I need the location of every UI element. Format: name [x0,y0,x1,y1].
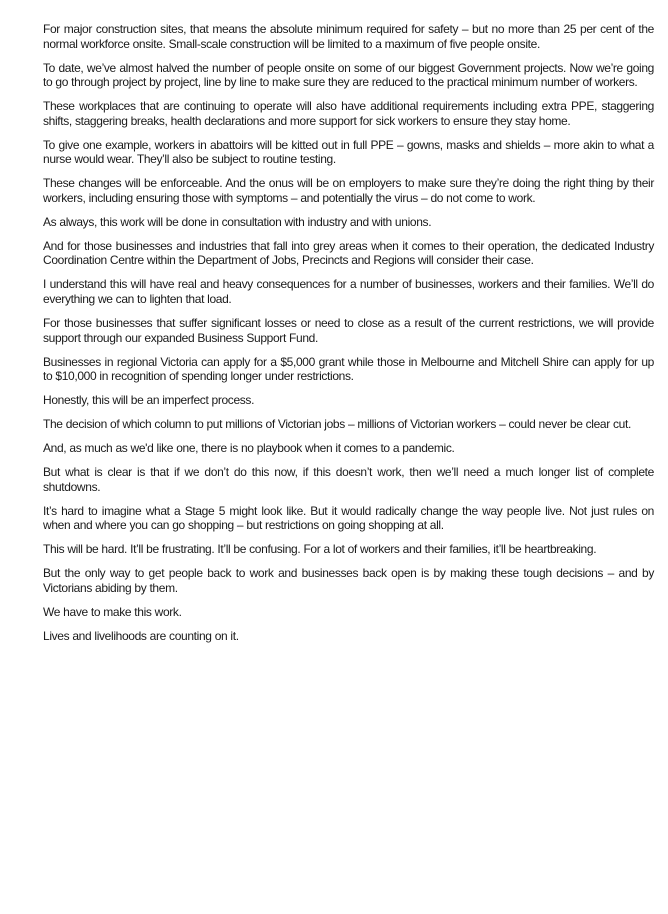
paragraph: This will be hard. It’ll be frustrating. It’ll be confusing. For a lot of workers and their families, it’ll be heartbreaking. [43,542,597,557]
paragraph: The decision of which column to put millions of Victorian jobs – millions of Victorian workers – could never be clear cut. [43,417,631,432]
paragraph: These workplaces that are continuing to operate will also have additional requirements including extra PPE, staggering shifts, staggering breaks, health declarations and more support for sick workers to ensure they stay home. [43,99,654,128]
paragraph: It’s hard to imagine what a Stage 5 might look like. But it would radically change the way people live. Not just rules on when and where you can go shopping – but restrictions on going shopping at all. [43,503,654,533]
paragraph: And for those businesses and industries that fall into grey areas when it comes to their operation, the dedicated Industry Coordination Centre within the Department of Jobs, Precincts and Regions will consider their case. [43,238,654,268]
paragraph: For those businesses that suffer significant losses or need to close as a result of the current restrictions, we will provide support through our expanded Business Support Fund. [43,316,654,345]
paragraph: To date, we’ve almost halved the number of people onsite on some of our biggest Government projects. Now we’re going to go through project by project, line by line to make sure they are reduced to the practical minimum number of workers. [43,60,654,90]
paragraph: And, as much as we'd like one, there is no playbook when it comes to a pandemic. [43,441,455,456]
paragraph: To give one example, workers in abattoirs will be kitted out in full PPE – gowns, masks and shields – more akin to what a nurse would wear. They’ll also be subject to routine testing. [43,137,654,167]
paragraph: Honestly, this will be an imperfect process. [43,393,255,408]
paragraph: Businesses in regional Victoria can apply for a $5,000 grant while those in Melbourne and Mitchell Shire can apply for up to $10,000 in recognition of spending longer under restrictions. [43,354,654,384]
paragraph: But what is clear is that if we don’t do this now, if this doesn’t work, then we’ll need a much longer list of complete shutdowns. [43,465,654,494]
paragraph: Lives and livelihoods are counting on it. [43,628,239,643]
paragraph: As always, this work will be done in consultation with industry and with unions. [43,214,432,229]
paragraph: I understand this will have real and heavy consequences for a number of businesses, workers and their families. We’ll do everything we can to lighten that load. [43,277,654,307]
paragraph: For major construction sites, that means the absolute minimum required for safety – but no more than 25 per cent of the normal workforce onsite. Small-scale construction will be limited to a maximum of five people onsite. [43,22,654,51]
paragraph: But the only way to get people back to work and businesses back open is by making these tough decisions – and by Victorians abiding by them. [43,566,654,595]
paragraph: We have to make this work. [43,604,182,619]
paragraph: These changes will be enforceable. And the onus will be on employers to make sure they’re doing the right thing by their workers, including ensuring those with symptoms – and potentially the virus – do not come to work. [43,176,654,205]
